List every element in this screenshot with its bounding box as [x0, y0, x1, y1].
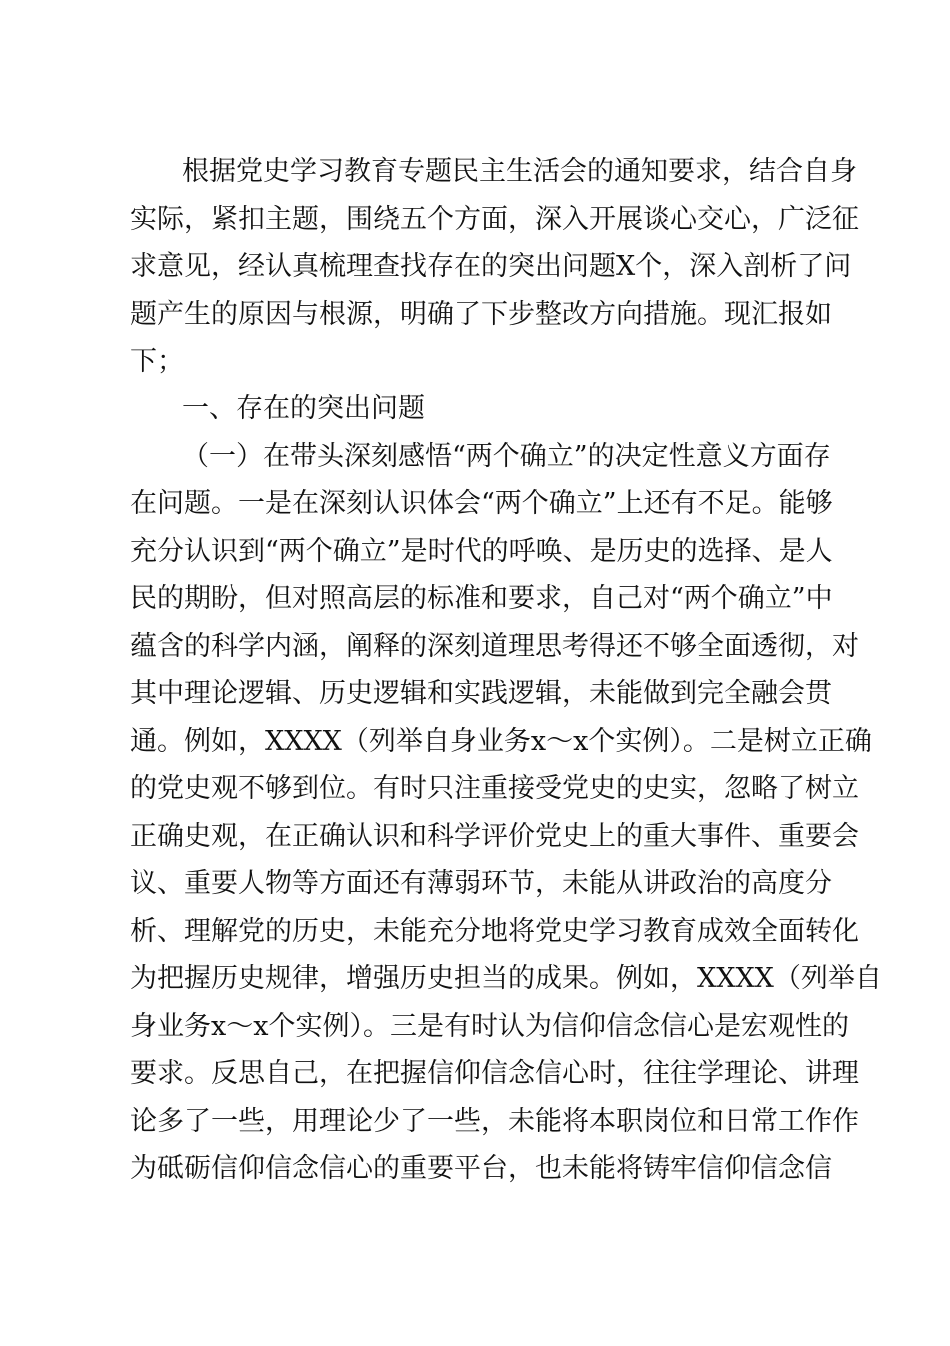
- body-line-10: 议、重要人物等方面还有薄弱环节，未能从讲政治的高度分: [130, 868, 832, 899]
- body-line-11: 析、理解党的历史，未能充分地将党史学习教育成效全面转化: [130, 916, 859, 947]
- body-line-6: 其中理论逻辑、历史逻辑和实践逻辑，未能做到完全融会贯: [130, 678, 832, 709]
- body-line-4: 民的期盼，但对照高层的标准和要求，自己对“两个确立”中: [130, 583, 833, 614]
- body-line-14: 要求。反思自己，在把握信仰信念信心时，往往学理论、讲理: [130, 1058, 859, 1089]
- body-line-12: 为把握历史规律，增强历史担当的成果。例如，XXXX（列举自: [130, 963, 882, 994]
- intro-line-3: 求意见，经认真梳理查找存在的突出问题X个，深入剖析了问: [130, 251, 852, 282]
- intro-line-5: 下；: [130, 346, 184, 377]
- body-line-7: 通。例如，XXXX（列举自身业务x～x个实例）。二是树立正确: [130, 726, 872, 757]
- intro-line-4: 题产生的原因与根源，明确了下步整改方向措施。现汇报如: [130, 299, 832, 330]
- body-line-1: （一）在带头深刻感悟“两个确立”的决定性意义方面存: [182, 441, 831, 472]
- intro-line-2: 实际，紧扣主题，围绕五个方面，深入开展谈心交心，广泛征: [130, 204, 859, 235]
- body-line-5: 蕴含的科学内涵，阐释的深刻道理思考得还不够全面透彻，对: [130, 631, 859, 662]
- body-line-9: 正确史观，在正确认识和科学评价党史上的重大事件、重要会: [130, 821, 859, 852]
- section-heading: 一、存在的突出问题: [182, 393, 425, 424]
- body-line-15: 论多了一些，用理论少了一些，未能将本职岗位和日常工作作: [130, 1106, 859, 1137]
- body-line-3: 充分认识到“两个确立”是时代的呼唤、是历史的选择、是人: [130, 536, 833, 567]
- body-line-13: 身业务x～x个实例）。三是有时认为信仰信念信心是宏观性的: [130, 1011, 849, 1042]
- body-line-2: 在问题。一是在深刻认识体会“两个确立”上还有不足。能够: [130, 488, 833, 519]
- body-line-16: 为砥砺信仰信念信心的重要平台，也未能将铸牢信仰信念信: [130, 1153, 832, 1184]
- intro-line-1: 根据党史学习教育专题民主生活会的通知要求，结合自身: [182, 156, 857, 187]
- body-line-8: 的党史观不够到位。有时只注重接受党史的史实，忽略了树立: [130, 773, 859, 804]
